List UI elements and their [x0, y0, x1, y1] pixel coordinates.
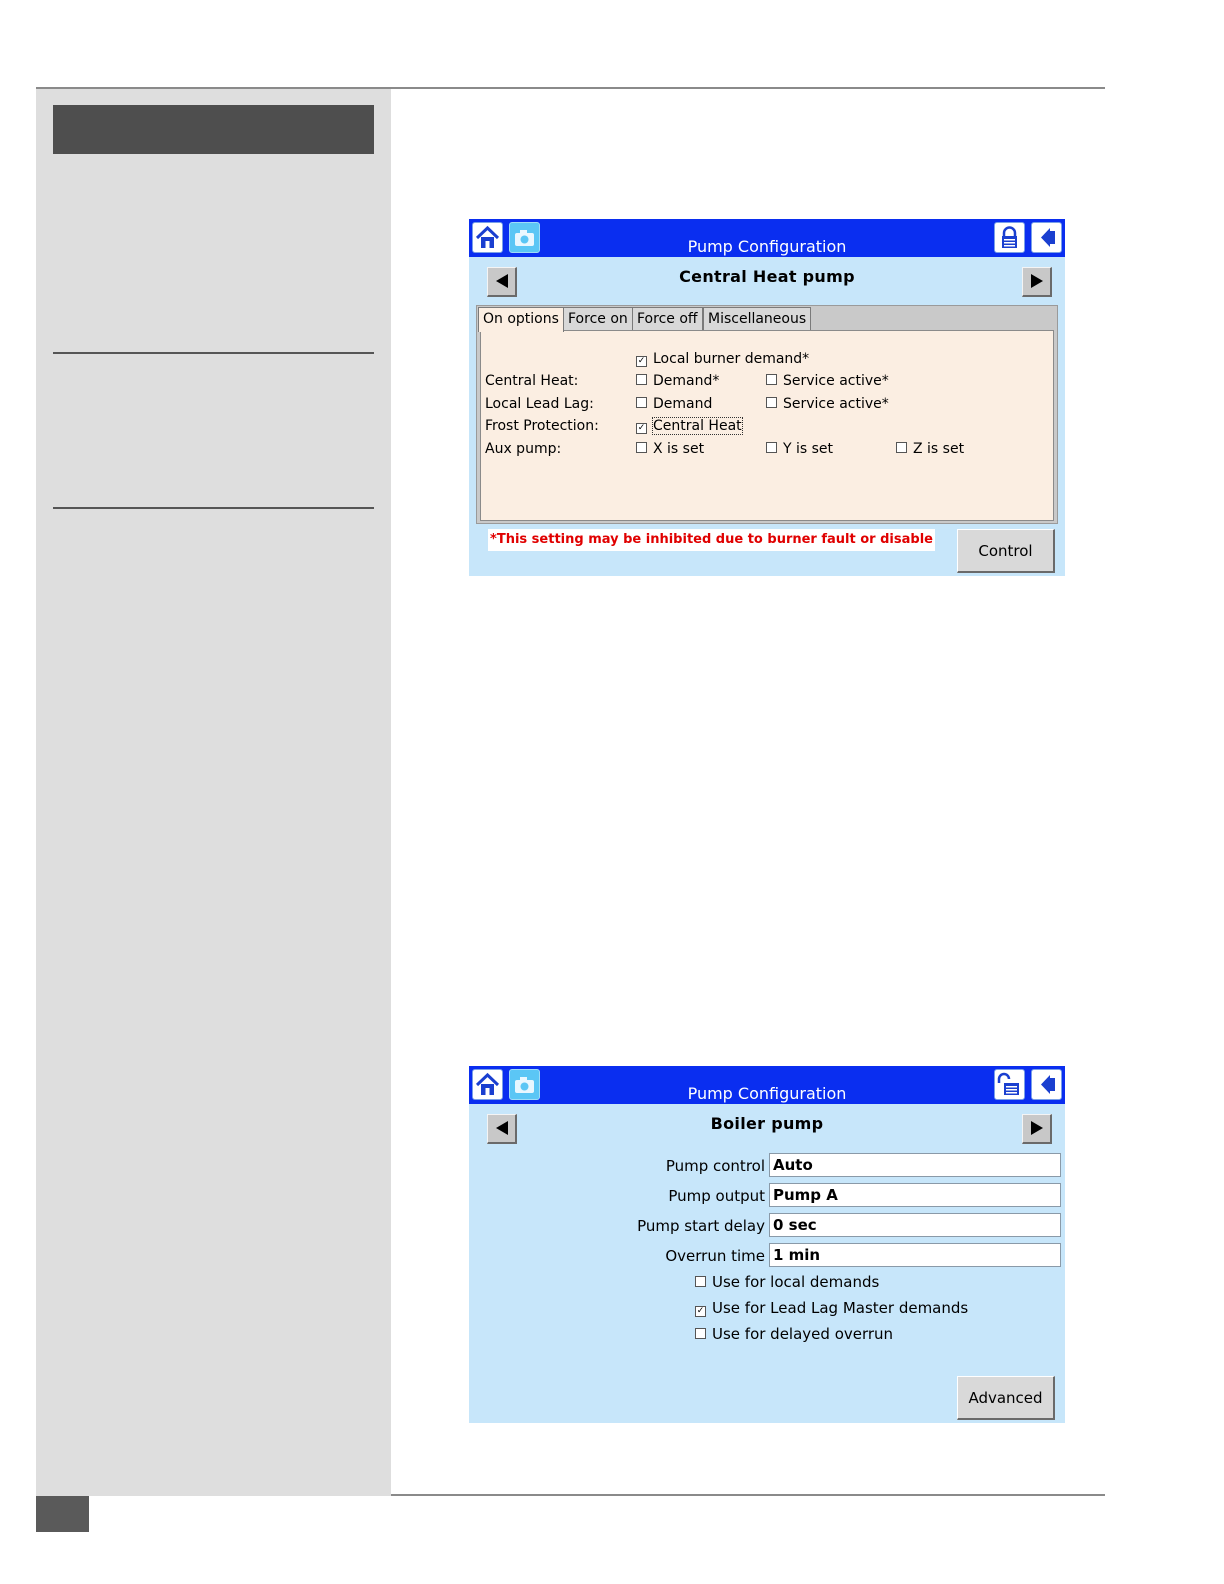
- row-label-frost-protection: Frost Protection:: [485, 418, 599, 434]
- option-lll-demand[interactable]: Demand: [636, 396, 712, 412]
- left-divider-2: [53, 507, 374, 509]
- checkbox-icon: [695, 1328, 706, 1339]
- option-y-is-set[interactable]: Y is set: [766, 441, 833, 457]
- tab-force-on[interactable]: Force on: [563, 307, 633, 330]
- checkbox-icon: ✓: [637, 423, 646, 433]
- back-button[interactable]: [1031, 222, 1062, 253]
- pump-name: Boiler pump: [710, 1114, 824, 1133]
- previous-pump-button[interactable]: [487, 1114, 517, 1144]
- panel-title: Pump Configuration: [687, 237, 847, 256]
- arrow-right-icon: [1029, 1120, 1045, 1136]
- left-header-bar: [53, 105, 374, 154]
- checkbox-icon: ✓: [696, 1306, 705, 1316]
- panel-title: Pump Configuration: [687, 1084, 847, 1103]
- next-pump-button[interactable]: [1022, 267, 1052, 297]
- checkbox-icon: [896, 442, 907, 453]
- pump-name: Central Heat pump: [679, 267, 855, 286]
- option-ch-demand[interactable]: Demand*: [636, 373, 719, 389]
- pump-start-delay-label: Pump start delay: [637, 1217, 765, 1235]
- unlock-button[interactable]: [994, 1069, 1025, 1100]
- left-divider-1: [53, 352, 374, 354]
- row-label-local-lead-lag: Local Lead Lag:: [485, 396, 594, 412]
- row-label-central-heat: Central Heat:: [485, 373, 579, 389]
- control-button[interactable]: Control: [957, 529, 1055, 573]
- option-frost-central-heat[interactable]: ✓ Central Heat: [637, 418, 742, 434]
- checkbox-icon: [636, 442, 647, 453]
- next-pump-button[interactable]: [1022, 1114, 1052, 1144]
- advanced-button[interactable]: Advanced: [957, 1376, 1055, 1420]
- pump-control-field[interactable]: Auto: [769, 1153, 1061, 1177]
- title-bar: [469, 1066, 1065, 1104]
- checkbox-icon: [636, 374, 647, 385]
- bottom-rule: [391, 1494, 1105, 1496]
- row-label-aux-pump: Aux pump:: [485, 441, 562, 457]
- pump-start-delay-field[interactable]: 0 sec: [769, 1213, 1061, 1237]
- option-lll-service-active[interactable]: Service active*: [766, 396, 889, 412]
- checkbox-icon: [636, 397, 647, 408]
- option-use-lead-lag-master[interactable]: ✓ Use for Lead Lag Master demands: [696, 1299, 969, 1317]
- arrow-left-icon: [494, 1120, 510, 1136]
- tab-control: [476, 305, 1058, 524]
- back-arrow-icon: [1032, 1070, 1061, 1099]
- back-button[interactable]: [1031, 1069, 1062, 1100]
- arrow-right-icon: [1029, 273, 1045, 289]
- tab-miscellaneous[interactable]: Miscellaneous: [703, 307, 811, 330]
- arrow-left-icon: [494, 273, 510, 289]
- tab-force-off[interactable]: Force off: [632, 307, 703, 330]
- checkbox-icon: [766, 442, 777, 453]
- inhibit-notice: *This setting may be inhibited due to burner fault or disable: [488, 529, 935, 551]
- pump-output-label: Pump output: [668, 1187, 765, 1205]
- pump-output-field[interactable]: Pump A: [769, 1183, 1061, 1207]
- option-x-is-set[interactable]: X is set: [636, 441, 704, 457]
- pump-control-label: Pump control: [665, 1157, 765, 1175]
- back-arrow-icon: [1032, 223, 1061, 252]
- on-options-content: [480, 330, 1054, 521]
- option-local-burner-demand[interactable]: ✓ Local burner demand*: [637, 351, 810, 367]
- overrun-time-label: Overrun time: [665, 1247, 765, 1265]
- overrun-time-field[interactable]: 1 min: [769, 1243, 1061, 1267]
- option-ch-service-active[interactable]: Service active*: [766, 373, 889, 389]
- tab-on-options[interactable]: On options: [478, 307, 564, 332]
- unlock-icon: [995, 1070, 1024, 1099]
- option-z-is-set[interactable]: Z is set: [896, 441, 964, 457]
- previous-pump-button[interactable]: [487, 267, 517, 297]
- page-number-tab: [36, 1496, 89, 1532]
- checkbox-icon: ✓: [637, 356, 646, 366]
- left-sidebar-column: [36, 89, 391, 1496]
- checkbox-icon: [766, 374, 777, 385]
- lock-button[interactable]: [994, 222, 1025, 253]
- option-use-delayed-overrun[interactable]: Use for delayed overrun: [695, 1325, 893, 1343]
- pump-config-panel-central-heat: [469, 219, 1065, 576]
- pump-config-panel-boiler: [469, 1066, 1065, 1423]
- title-bar: [469, 219, 1065, 257]
- checkbox-icon: [695, 1276, 706, 1287]
- checkbox-icon: [766, 397, 777, 408]
- lock-icon: [995, 223, 1024, 252]
- option-use-local-demands[interactable]: Use for local demands: [695, 1273, 879, 1291]
